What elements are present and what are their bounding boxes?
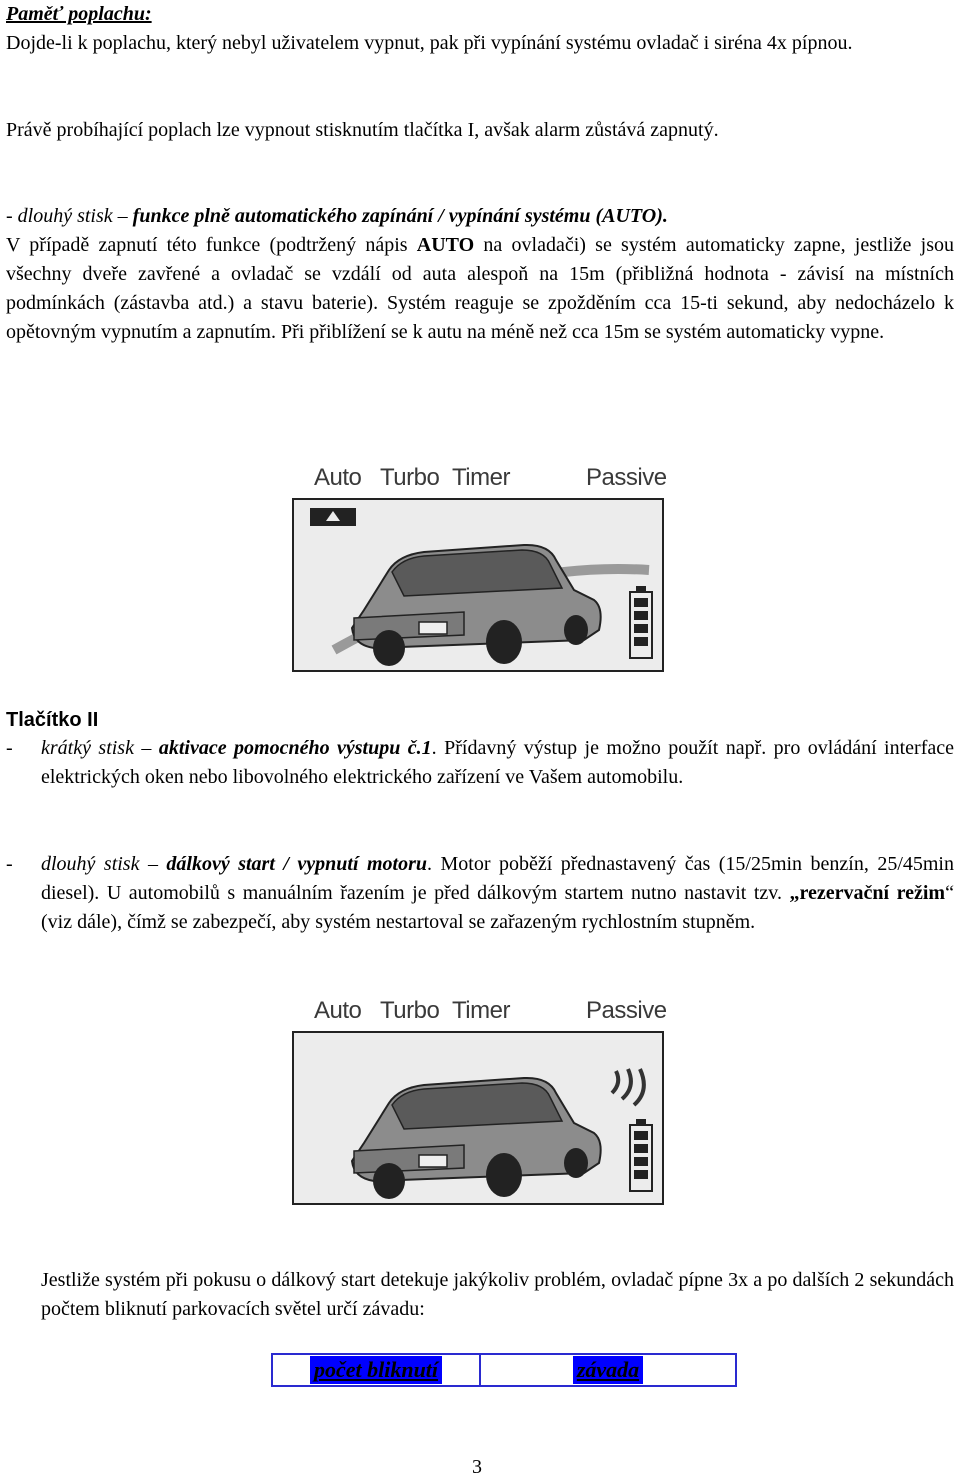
remote-start-text-b: “ (viz dále), čímž se zabezpečí, aby systém nestartoval se zařazeným rychlostním stupněm. (41, 882, 954, 933)
aux-output-text: . Přídavný výstup je možno použít např. pro ovládání interface elektrických oken nebo libovolného elektrického zařízení ve Vašem automobilu. (41, 737, 955, 788)
alarm-memory-text: Dojde-li k poplachu, který nebyl uživatelem vypnut, pak při vypínání systému ovladač i siréna 4x pípnou. (6, 32, 853, 54)
error-table-header (271, 1353, 737, 1387)
short-press-label: krátký stisk – (41, 737, 159, 759)
table-header-blinks (273, 1355, 481, 1385)
long-press-label: dlouhý stisk – (41, 853, 167, 875)
remote-display-figure-1 (292, 462, 667, 672)
auto-function-heading (6, 202, 954, 231)
display-label-passive-2: Passive (586, 997, 667, 1024)
reserve-mode-label: „rezervační režim (789, 882, 946, 904)
display-label-timer: Timer (452, 464, 510, 491)
display-label-auto-2: Auto (314, 997, 362, 1024)
auto-text-b: na ovladači) se systém automaticky zapne, jestliže jsou všechny dveře zavřené a ovladač se vzdálí od auta alespoň na 15m (přibližná hodnota - závisí na místních podmínkách (zástavba atd.) a stavu baterie). Systém reaguje se zpožděním cca 15-ti sekund, aby nedocházelo k opětovným vypnutím a zapnutím. Při přiblížení se k autu na méně než cca 15m se systém automaticky vypne. (6, 234, 955, 343)
exhaust-icon (612, 1069, 644, 1105)
display-mode-labels-2 (292, 995, 667, 1031)
long-press-item (41, 850, 954, 937)
remote-display-figure-2 (292, 995, 667, 1205)
short-press-item (41, 734, 954, 792)
remote-start-title: dálkový start / vypnutí motoru (166, 853, 427, 875)
display-mode-labels (292, 462, 667, 498)
table-header-blinks-label: počet bliknutí (310, 1356, 442, 1384)
aux-output-title: aktivace pomocného výstupu č.1 (158, 737, 432, 759)
auto-text-a: V případě zapnutí této funkce (podtržený nápis (6, 234, 417, 256)
car-illustration (294, 500, 662, 670)
display-label-auto: Auto (314, 464, 362, 491)
display-label-passive: Passive (586, 464, 667, 491)
auto-function-description (6, 231, 954, 347)
remote-start-text-a: . Motor poběží přednastavený čas (15/25min benzín, 25/45min diesel). U automobilů s manuálním řazením je před dálkovým startem nutno nastavit tzv. (41, 853, 954, 904)
item2-dash: - (6, 853, 13, 875)
car-exhaust-illustration (294, 1033, 662, 1203)
button-two-heading: Tlačítko II (6, 709, 99, 731)
long-press-prefix: - dlouhý stisk – (6, 205, 133, 227)
page-number: 3 (472, 1456, 482, 1478)
display-screen-2 (292, 1031, 664, 1205)
display-label-turbo-2: Turbo (380, 997, 440, 1024)
alarm-memory-heading: Paměť poplachu: (6, 3, 152, 25)
alarm-stop-text: Právě probíhající poplach lze vypnout stisknutím tlačítka I, avšak alarm zůstává zapnutý. (6, 119, 719, 141)
remote-start-errors-text: Jestliže systém při pokusu o dálkový start detekuje jakýkoliv problém, ovladač pípne 3x a po dalších 2 sekundách počtem bliknutí parkovacích světel určí závadu: (41, 1269, 954, 1320)
display-screen (292, 498, 664, 672)
auto-function-title: funkce plně automatického zapínání / vypínání systému (AUTO). (132, 205, 668, 227)
table-header-fault-label: závada (573, 1356, 643, 1384)
table-header-fault (481, 1355, 735, 1385)
display-label-turbo: Turbo (380, 464, 440, 491)
item1-dash: - (6, 737, 13, 759)
auto-bold-label: AUTO (416, 234, 475, 256)
display-label-timer-2: Timer (452, 997, 510, 1024)
